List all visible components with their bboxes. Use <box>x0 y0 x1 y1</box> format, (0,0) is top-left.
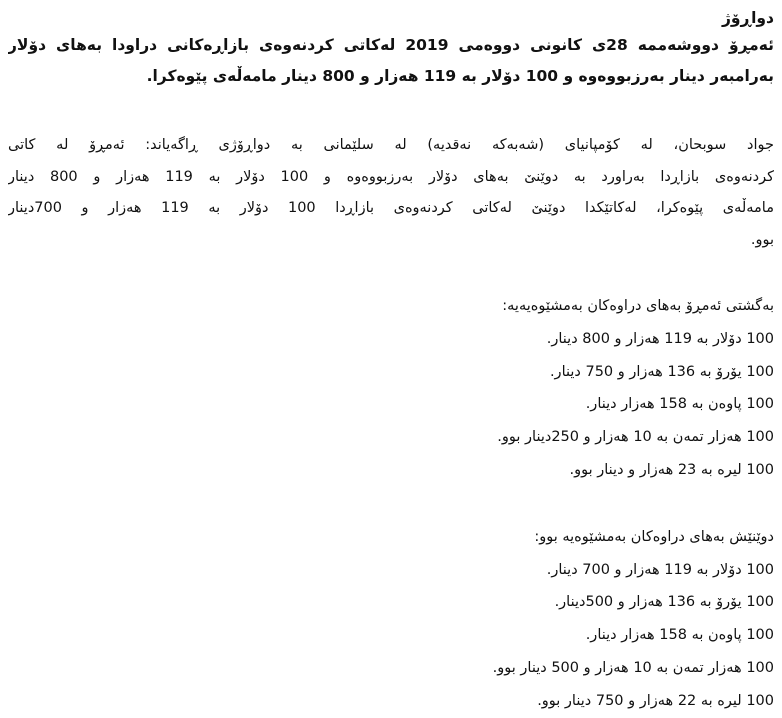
lead-line-1: ئەمڕۆ دووشەممە 28ی کانونی دووەمی 2019 لەکاتی کردنەوەی بازاڕەکانی دراودا بەهای دۆلار <box>8 36 774 54</box>
today-rates-heading: بەگشتی ئەمڕۆ بەهای دراوەکان بەمشێوەیەیە: <box>502 298 774 314</box>
yesterday-rate-usd: 100 دۆلار بە 119 هەزار و 700 دینار. <box>546 561 774 578</box>
today-rate-eur: 100 یۆرۆ بە 136 هەزار و 750 دینار. <box>549 363 774 380</box>
yesterday-rates-heading: دوێنێش بەهای دراوەکان بەمشێوەیە بوو: <box>534 528 774 545</box>
yesterday-rate-irr: 100 هەزار تمەن بە 10 هەزار و 500 دینار بوو. <box>492 659 774 676</box>
today-rate-gbp: 100 پاوەن بە 158 هەزار دینار. <box>585 396 774 413</box>
spacer <box>8 487 774 521</box>
yesterday-rate-try: 100 لیرە بە 22 هەزار و 750 دینار بوو. <box>537 692 774 709</box>
spacer <box>8 256 774 290</box>
yesterday-rate-gbp: 100 پاوەن بە 158 هەزار دینار. <box>585 627 774 644</box>
today-rate-usd: 100 دۆلار بە 119 هەزار و 800 دینار. <box>546 330 774 347</box>
report-line-1: جواد سوبحان، لە کۆمپانیای (شەبەکە نەقدیە) لە سلێمانی بە دواڕۆژی ڕاگەیاند: ئەمڕۆ لە کاتی <box>8 137 774 153</box>
article-title: دواڕۆژ <box>721 9 774 27</box>
today-rate-try: 100 لیرە بە 23 هەزار و دینار بوو. <box>569 461 774 478</box>
lead-line-2: بەرامبەر دینار بەرزبووەوە و 100 دۆلار بە 119 هەزار و 800 دینار مامەڵەی پێوەکرا. <box>146 67 774 85</box>
today-rate-irr: 100 هەزار تمەن بە 10 هەزار و 250دینار بوو. <box>497 429 774 446</box>
report-line-2: کردنەوەی بازاڕدا بەراورد بە دوێنێ بەهای دۆلار بەرزبووەوە و 100 دۆلار بە 119 هەزار و 800 دینار <box>8 168 774 185</box>
yesterday-rate-eur: 100 یۆرۆ بە 136 هەزار و 500دینار. <box>554 594 774 611</box>
spacer <box>8 92 774 130</box>
report-line-3: مامەڵەی پێوەکرا، لەکاتێکدا دوێنێ لەکاتی کردنەوەی بازاڕدا 100 دۆلار بە 119 هەزار و 700دینار <box>8 200 774 216</box>
report-line-4: بوو. <box>750 231 774 248</box>
